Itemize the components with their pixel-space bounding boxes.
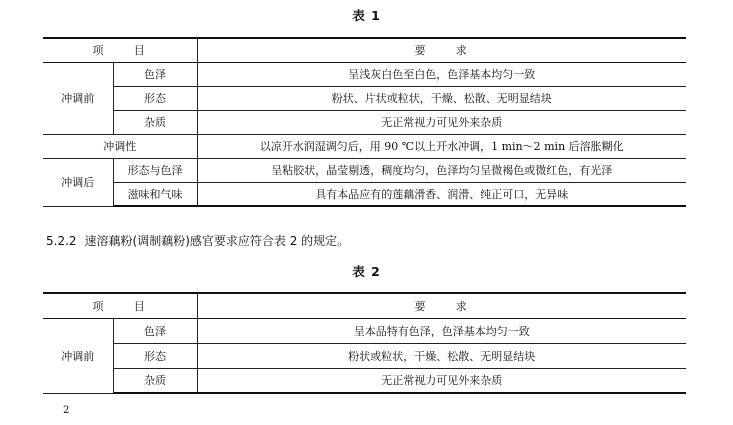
clause-body: 速溶藕粉(调制藕粉)感官要求应符合表 2 的规定。 <box>84 234 350 248</box>
table-row <box>43 318 686 343</box>
sub-item-cell: 形态 <box>113 86 197 110</box>
group-after-cell: 冲调后 <box>43 158 113 206</box>
requirement-cell: 呈浅灰白色至白色，色泽基本均匀一致 <box>197 62 686 86</box>
item-cell: 冲调性 <box>43 134 197 158</box>
header-item: 项 目 <box>43 293 197 318</box>
table-row <box>43 62 686 86</box>
requirement-cell: 粉状、片状或粒状，干燥、松散、无明显结块 <box>197 86 686 110</box>
page-number: 2 <box>63 405 70 416</box>
requirement-cell: 具有本品应有的莲藕滑香、润滑、纯正可口，无异味 <box>197 182 686 206</box>
table-row <box>43 343 686 368</box>
requirement-cell: 呈粘胶状，晶莹剔透，稠度均匀，色泽均匀呈微褐色或微红色，有光泽 <box>197 158 686 182</box>
sub-item-cell: 形态与色泽 <box>113 158 197 182</box>
clause-text <box>46 232 349 249</box>
table1-caption: 表 1 <box>352 8 381 23</box>
requirement-cell: 呈本品特有色泽，色泽基本均匀一致 <box>197 318 686 343</box>
header-requirement: 要 求 <box>197 293 686 318</box>
group-before-cell: 冲调前 <box>43 318 113 393</box>
table-row <box>43 158 686 182</box>
table-header-row <box>43 38 686 62</box>
table1 <box>43 37 686 207</box>
clause-number: 5.2.2 <box>46 234 77 248</box>
sub-item-cell: 色泽 <box>113 318 197 343</box>
table-row <box>43 110 686 134</box>
table-row <box>43 182 686 206</box>
requirement-cell: 粉状或粒状，干燥、松散、无明显结块 <box>197 343 686 368</box>
requirement-cell: 以凉开水润湿调匀后，用 90 ℃以上开水冲调，1 min～2 min 后溶胀糊化 <box>197 134 686 158</box>
table-header-row <box>43 293 686 318</box>
table-row <box>43 368 686 393</box>
requirement-cell: 无正常视力可见外来杂质 <box>197 368 686 393</box>
table-row <box>43 134 686 158</box>
sub-item-cell: 形态 <box>113 343 197 368</box>
header-item: 项 目 <box>43 38 197 62</box>
table2 <box>43 292 686 394</box>
table-row <box>43 86 686 110</box>
sub-item-cell: 色泽 <box>113 62 197 86</box>
requirement-cell: 无正常视力可见外来杂质 <box>197 110 686 134</box>
sub-item-cell: 杂质 <box>113 110 197 134</box>
table2-caption: 表 2 <box>352 264 381 279</box>
header-requirement: 要 求 <box>197 38 686 62</box>
sub-item-cell: 杂质 <box>113 368 197 393</box>
sub-item-cell: 滋味和气味 <box>113 182 197 206</box>
group-before-cell: 冲调前 <box>43 62 113 134</box>
